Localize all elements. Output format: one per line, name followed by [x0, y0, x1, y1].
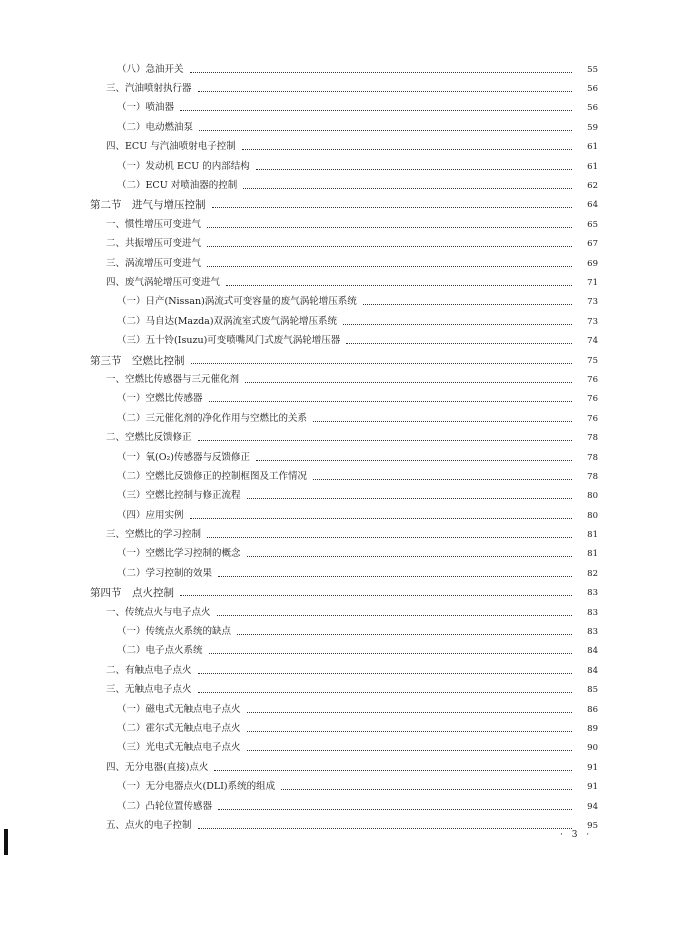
toc-entry: [0, 138, 673, 157]
page-number: · 3 ·: [560, 830, 593, 840]
toc-entry: [0, 506, 673, 525]
toc-entry: [0, 487, 673, 506]
leader-dots: [198, 672, 572, 674]
leader-dots: [180, 109, 572, 111]
leader-dots: [191, 362, 573, 364]
toc-entry-page: 80: [587, 491, 598, 502]
leader-dots: [209, 652, 572, 654]
toc-entry-page: 94: [587, 801, 598, 812]
toc-entry-title: （三）五十铃(Isuzu)可变喷嘴风门式废气涡轮增压器: [117, 335, 344, 347]
toc-entry: [0, 254, 673, 273]
toc-entry-page: 59: [587, 122, 598, 133]
leader-dots: [346, 342, 572, 344]
toc-entry-page: 61: [587, 142, 598, 153]
leader-dots: [199, 129, 572, 131]
toc-entry: [0, 758, 673, 777]
toc-entry-title: （二）电动燃油泵: [117, 122, 197, 134]
toc-entry-title: 第二节 进气与增压控制: [90, 199, 210, 211]
toc-entry-title: 二、共振增压可变进气: [106, 238, 205, 250]
toc-entry: [0, 331, 673, 350]
leader-dots: [198, 691, 572, 693]
leader-dots: [242, 148, 572, 150]
toc-entry: [0, 603, 673, 622]
leader-dots: [218, 575, 572, 577]
toc-entry: [0, 196, 673, 215]
toc-entry-title: （八）急油开关: [117, 64, 188, 76]
toc-entry: [0, 99, 673, 118]
toc-entry-title: （二）电子点火系统: [117, 645, 207, 657]
table-of-contents: [0, 60, 673, 836]
toc-entry-title: （三）光电式无触点电子点火: [117, 742, 245, 754]
toc-entry-title: 一、传统点火与电子点火: [106, 607, 215, 619]
leader-dots: [207, 226, 572, 228]
leader-dots: [313, 478, 572, 480]
toc-entry-title: 三、空燃比的学习控制: [106, 529, 205, 541]
toc-entry: [0, 79, 673, 98]
toc-entry: [0, 739, 673, 758]
toc-entry-page: 78: [587, 433, 598, 444]
toc-entry-title: （一）日产(Nissan)涡流式可变容量的废气涡轮增压系统: [117, 296, 361, 308]
toc-entry-page: 73: [587, 297, 598, 308]
toc-entry-title: 二、有触点电子点火: [106, 665, 196, 677]
leader-dots: [243, 187, 572, 189]
toc-entry-page: 69: [587, 258, 598, 269]
toc-entry: [0, 293, 673, 312]
toc-entry-title: 五、点火的电子控制: [106, 820, 196, 832]
leader-dots: [237, 633, 572, 635]
toc-entry-page: 83: [587, 627, 598, 638]
toc-entry-title: （一）空燃比学习控制的概念: [117, 548, 245, 560]
toc-entry: [0, 235, 673, 254]
toc-entry: [0, 681, 673, 700]
leader-dots: [212, 206, 573, 208]
toc-entry: [0, 564, 673, 583]
leader-dots: [247, 497, 572, 499]
toc-entry: [0, 351, 673, 370]
toc-entry-title: （二）空燃比反馈修正的控制框图及工作情况: [117, 471, 311, 483]
toc-entry: [0, 467, 673, 486]
leader-dots: [190, 71, 572, 73]
toc-entry-page: 81: [587, 530, 598, 541]
toc-entry-title: （二）ECU 对喷油器的控制: [117, 180, 241, 192]
toc-entry: [0, 118, 673, 137]
leader-dots: [256, 168, 572, 170]
toc-entry-page: 78: [587, 471, 598, 482]
leader-dots: [198, 439, 572, 441]
toc-entry-page: 56: [587, 84, 598, 95]
toc-entry-page: 56: [587, 103, 598, 114]
toc-entry-title: （二）凸轮位置传感器: [117, 801, 216, 813]
toc-entry: [0, 428, 673, 447]
toc-entry: [0, 584, 673, 603]
leader-dots: [209, 400, 572, 402]
toc-entry-page: 83: [587, 588, 598, 599]
toc-entry-title: （二）三元催化剂的净化作用与空燃比的关系: [117, 413, 311, 425]
toc-entry-title: 三、无触点电子点火: [106, 684, 196, 696]
leader-dots: [247, 749, 572, 751]
toc-entry-title: （二）马自达(Mazda)双涡流室式废气涡轮增压系统: [117, 316, 341, 328]
toc-entry-page: 81: [587, 549, 598, 560]
toc-entry: [0, 215, 673, 234]
toc-entry-page: 83: [587, 607, 598, 618]
leader-dots: [247, 730, 572, 732]
toc-entry: [0, 448, 673, 467]
toc-entry: [0, 719, 673, 738]
toc-entry-page: 90: [587, 743, 598, 754]
toc-entry-page: 74: [587, 336, 598, 347]
toc-entry-page: 76: [587, 394, 598, 405]
toc-entry-title: （二）霍尔式无触点电子点火: [117, 723, 245, 735]
leader-dots: [343, 323, 572, 325]
leader-dots: [207, 245, 572, 247]
toc-entry-page: 86: [587, 704, 598, 715]
toc-entry-title: 三、涡流增压可变进气: [106, 258, 205, 270]
leader-dots: [247, 555, 572, 557]
toc-entry-title: （一）发动机 ECU 的内部结构: [117, 161, 254, 173]
toc-entry-page: 71: [587, 277, 598, 288]
toc-entry: [0, 176, 673, 195]
toc-entry-page: 67: [587, 239, 598, 250]
toc-entry: [0, 312, 673, 331]
toc-entry-page: 75: [587, 355, 598, 366]
leader-dots: [247, 711, 572, 713]
toc-entry-page: 55: [587, 64, 598, 75]
toc-entry-title: 三、汽油喷射执行器: [106, 83, 196, 95]
leader-dots: [207, 536, 572, 538]
toc-entry: [0, 545, 673, 564]
toc-entry-title: （一）喷油器: [117, 102, 178, 114]
toc-entry-title: （一）无分电器点火(DLI)系统的组成: [117, 781, 279, 793]
toc-entry-page: 95: [587, 820, 598, 831]
toc-entry-title: 四、废气涡轮增压可变进气: [106, 277, 224, 289]
toc-entry: [0, 797, 673, 816]
leader-dots: [245, 381, 572, 383]
leader-dots: [363, 303, 572, 305]
toc-entry-title: （一）空燃比传感器: [117, 393, 207, 405]
leader-dots: [207, 265, 572, 267]
toc-entry-title: （二）学习控制的效果: [117, 568, 216, 580]
toc-entry-page: 61: [587, 161, 598, 172]
toc-entry-title: 一、空燃比传感器与三元催化剂: [106, 374, 243, 386]
leader-dots: [226, 284, 572, 286]
toc-entry-title: 第四节 点火控制: [90, 587, 178, 599]
toc-entry-title: 第三节 空燃比控制: [90, 355, 189, 367]
leader-dots: [214, 769, 572, 771]
toc-entry-page: 91: [587, 762, 598, 773]
toc-entry-page: 82: [587, 568, 598, 579]
toc-entry-title: （四）应用实例: [117, 510, 188, 522]
toc-entry: [0, 370, 673, 389]
toc-entry-page: 76: [587, 413, 598, 424]
leader-dots: [198, 827, 572, 829]
leader-dots: [190, 517, 572, 519]
toc-entry: [0, 525, 673, 544]
toc-entry-title: 一、惯性增压可变进气: [106, 219, 205, 231]
toc-entry-title: 四、无分电器(直接)点火: [106, 762, 212, 774]
toc-entry-page: 65: [587, 219, 598, 230]
leader-dots: [180, 594, 572, 596]
toc-entry: [0, 60, 673, 79]
toc-entry: [0, 661, 673, 680]
leader-dots: [217, 614, 572, 616]
toc-entry-title: 四、ECU 与汽油喷射电子控制: [106, 141, 240, 153]
toc-entry-page: 84: [587, 665, 598, 676]
toc-entry-page: 78: [587, 452, 598, 463]
leader-dots: [281, 788, 572, 790]
toc-entry-page: 76: [587, 374, 598, 385]
leader-dots: [313, 420, 572, 422]
toc-entry: [0, 642, 673, 661]
toc-entry: [0, 409, 673, 428]
toc-entry-title: （一）磁电式无触点电子点火: [117, 704, 245, 716]
toc-entry-page: 64: [587, 200, 598, 211]
leader-dots: [256, 459, 572, 461]
toc-entry-page: 80: [587, 510, 598, 521]
toc-entry-title: （三）空燃比控制与修正流程: [117, 490, 245, 502]
toc-entry: [0, 390, 673, 409]
toc-entry-page: 62: [587, 181, 598, 192]
toc-entry-title: （一）传统点火系统的缺点: [117, 626, 235, 638]
toc-entry-page: 84: [587, 646, 598, 657]
toc-entry-page: 85: [587, 685, 598, 696]
toc-entry: [0, 273, 673, 292]
leader-dots: [218, 808, 572, 810]
toc-entry: [0, 157, 673, 176]
toc-entry-page: 89: [587, 723, 598, 734]
leader-dots: [198, 90, 572, 92]
toc-entry: [0, 622, 673, 641]
toc-entry: [0, 777, 673, 796]
toc-entry-title: 二、空燃比反馈修正: [106, 432, 196, 444]
toc-entry-page: 73: [587, 316, 598, 327]
margin-mark: [4, 829, 8, 855]
toc-entry: [0, 700, 673, 719]
toc-entry-page: 91: [587, 782, 598, 793]
toc-entry-title: （一）氧(O₂)传感器与反馈修正: [117, 452, 254, 464]
